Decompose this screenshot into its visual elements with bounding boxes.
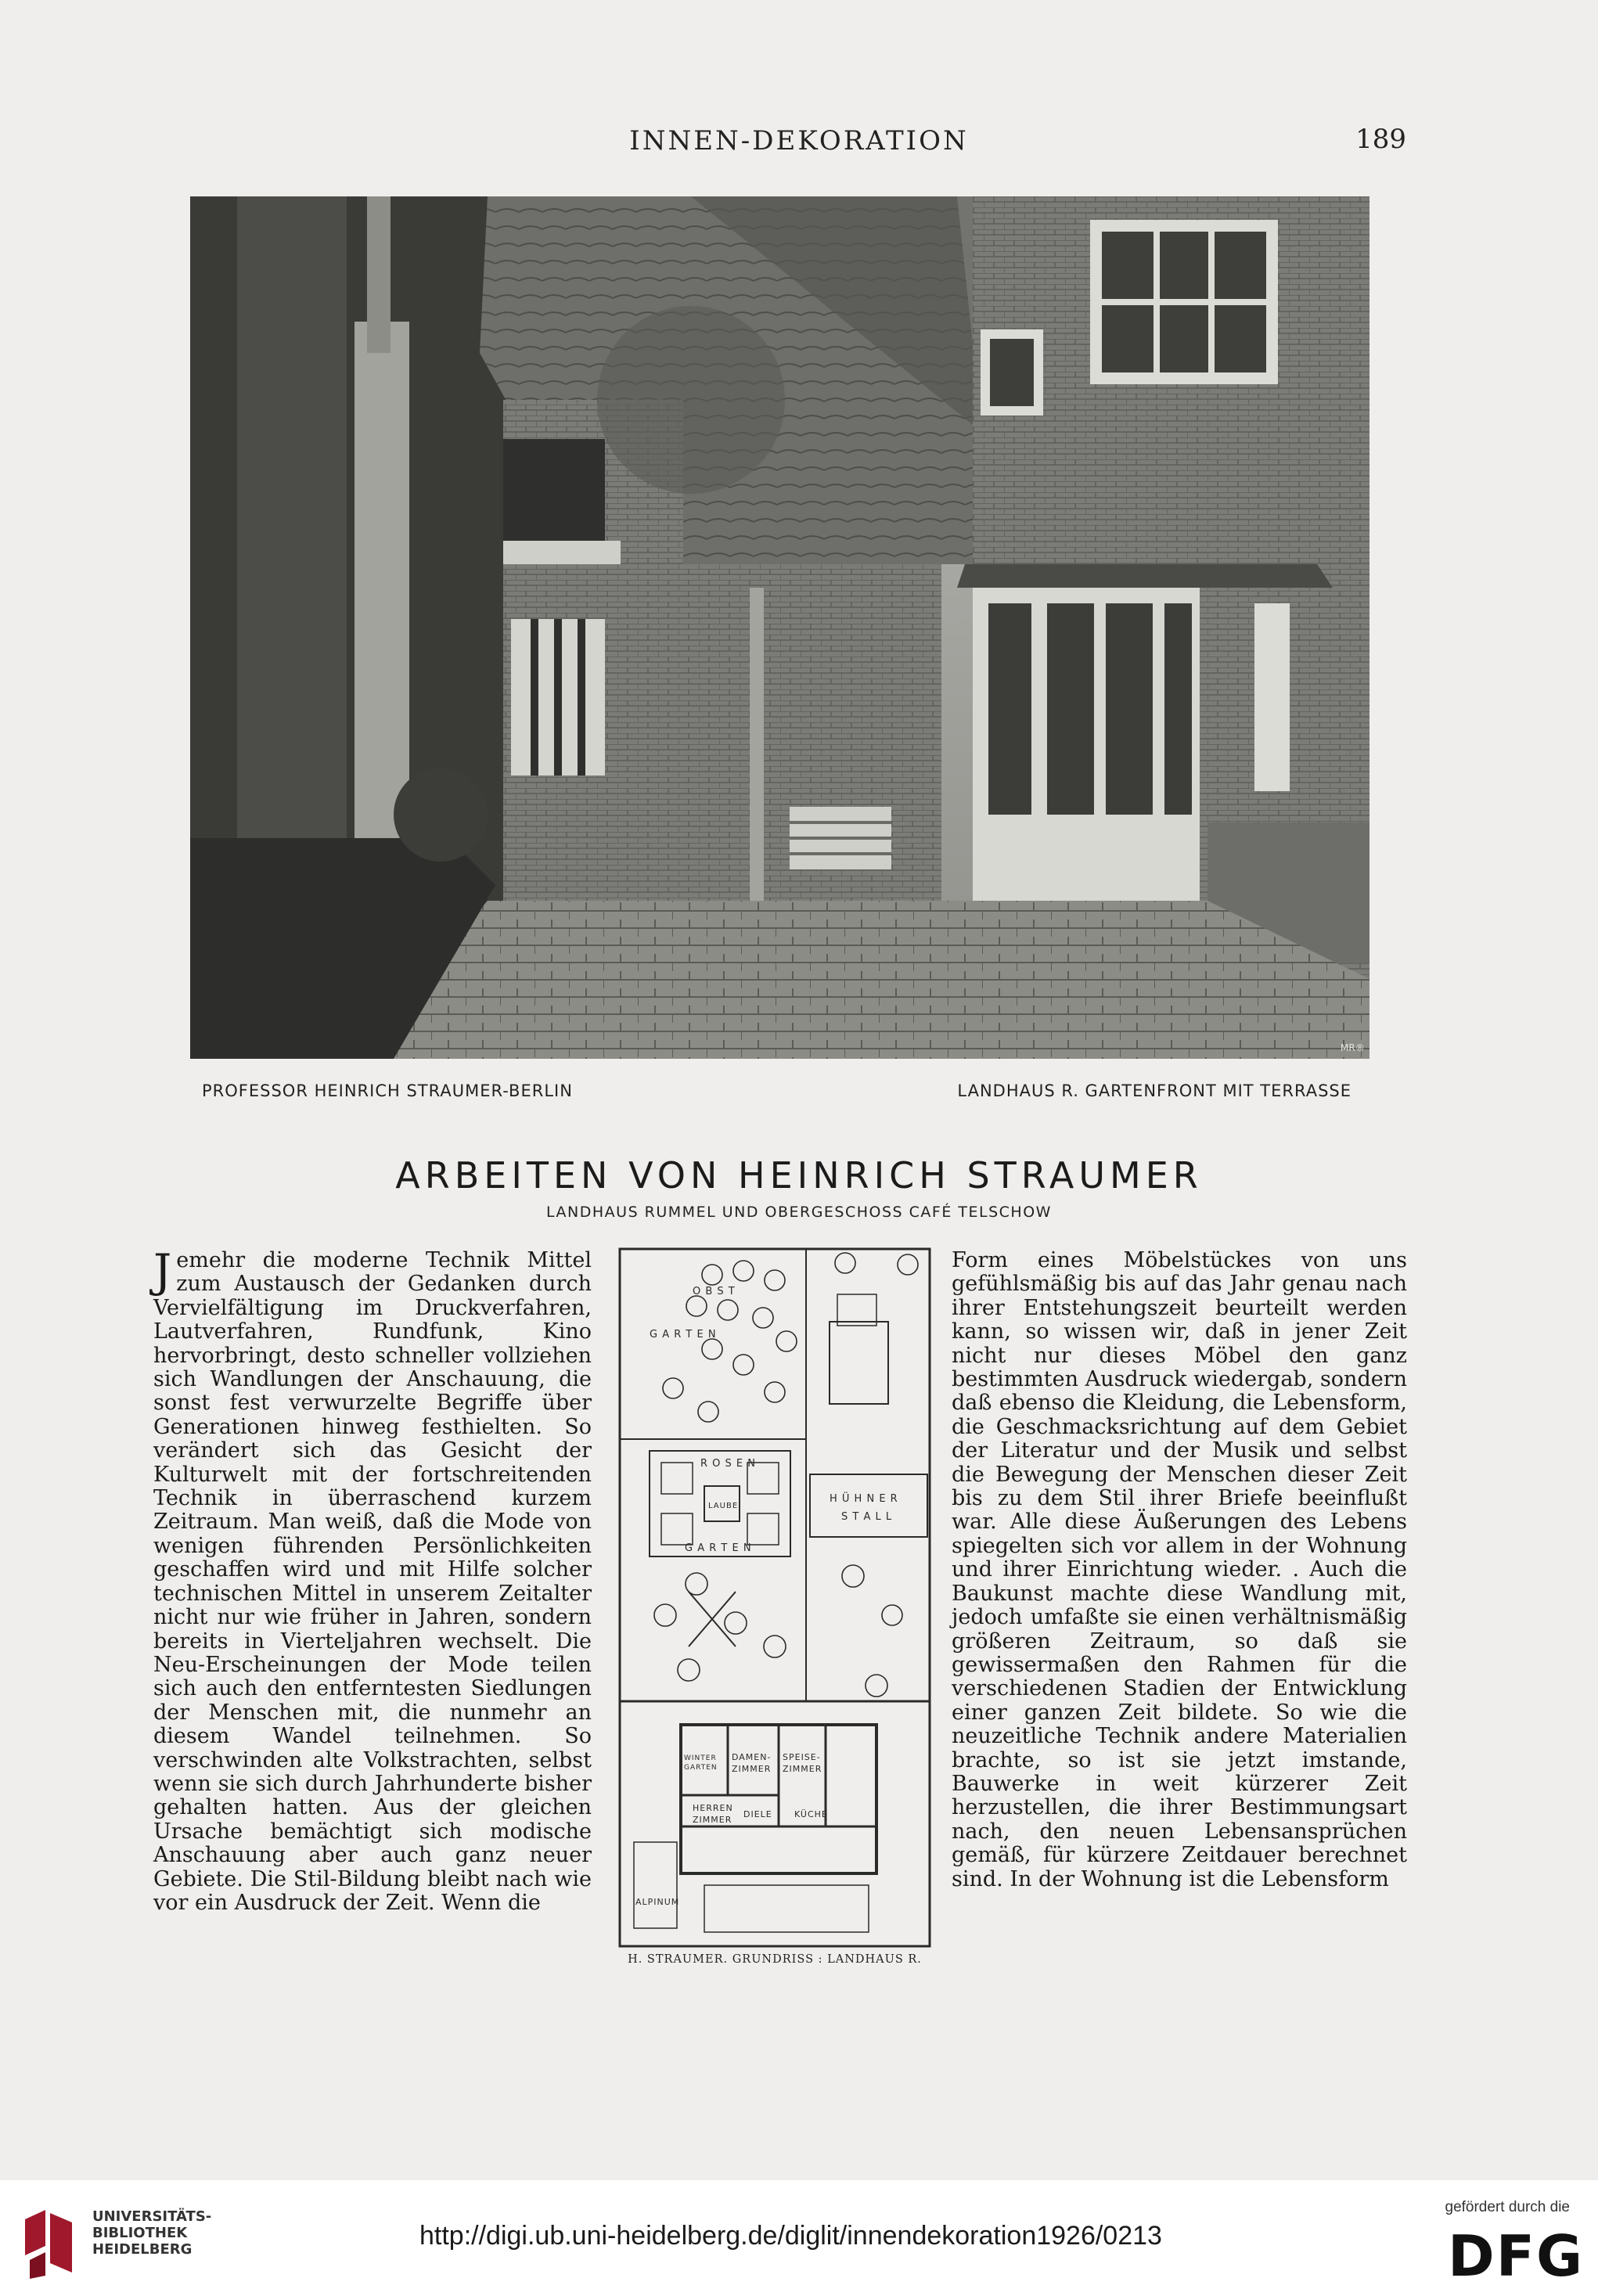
article-subtitle: LANDHAUS RUMMEL UND OBERGESCHOSS CAFÉ TELSCHOW <box>546 1204 1052 1221</box>
floor-plan <box>618 1247 931 1948</box>
library-line-1: UNIVERSITÄTS- <box>92 2208 212 2225</box>
article-column-right: Form eines Möbelstückes von uns gefühlsmäßig bis auf das Jahr genau nach ihrer Entstehungszeit beurteilt werden kann, so wissen wir, daß in jener Zeit nicht nur dieses Möbel den ganz bestimmten Ausdruck wiedergab, sondern daß ebenso die Kleidung, die Lebensform, die Geschmacksrichtung auf dem Gebiet der Literatur und der Musik und selbst die Bewegung der Menschen dieser Zeit bis zu dem Stil ihrer Briefe beeinflußt war. Alle diese Äußerungen des Lebens spiegelten sich vor allem in der Wohnung und ihrer Einrichtung wieder. . Auch die Baukunst machte diese Wandlung mit, jedoch umfaßte sie einen verhältnismäßig größeren Zeitraum, so daß sie gewissermaßen den Rahmen für die verschiedenen Stadien der Entwicklung einer ganzen Zeit bildete. So wie die neuzeitliche Technik andere Materialien brachte, so ist sie jetzt imstande, Bauwerke in weit kürzerer Zeit herzustellen, die ihrer Bestimmungsart nach, den neuen Lebensansprüchen gemäß, für kürzere Zeitdauer berechnet sind. In der Wohnung ist die Lebensform <box>952 1248 1407 1891</box>
running-title: INNEN-DEKORATION <box>629 125 969 157</box>
plan-label-damen-2: ZIMMER <box>732 1764 772 1774</box>
plan-label-stall: S T A L L <box>841 1511 893 1523</box>
university-library-logo[interactable] <box>17 2205 83 2283</box>
plan-label-rosen: R O S E N <box>700 1458 756 1470</box>
page-number: 189 <box>1355 124 1406 155</box>
library-line-2: BIBLIOTHEK <box>92 2225 188 2241</box>
plan-label-garten-1: G A R T E N <box>650 1329 717 1341</box>
sponsor-note: gefördert durch die <box>1445 2199 1570 2215</box>
article-column-left <box>153 1244 592 1915</box>
plan-label-speise-1: SPEISE- <box>783 1752 821 1762</box>
plan-label-laube: LAUBE <box>708 1502 739 1510</box>
ub-heidelberg-icon <box>17 2205 83 2280</box>
photo-caption-right: LANDHAUS R. GARTENFRONT MIT TERRASSE <box>957 1081 1351 1100</box>
library-line-3: HEIDELBERG <box>92 2241 193 2258</box>
plan-label-alpinum: ALPINUM <box>635 1897 680 1907</box>
plan-label-huehner: H Ü H N E R <box>830 1493 898 1505</box>
plan-label-speise-2: ZIMMER <box>783 1764 822 1774</box>
plan-label-obst: O B S T <box>693 1286 736 1297</box>
dfg-logo-icon <box>1445 2221 1585 2289</box>
plan-label-garten-2: G A R T E N <box>685 1542 752 1554</box>
article-title: ARBEITEN VON HEINRICH STRAUMER <box>395 1154 1203 1197</box>
house-photograph <box>190 196 1369 1059</box>
plan-label-kueche: KÜCHE <box>794 1809 828 1819</box>
plan-label-damen-1: DAMEN- <box>732 1752 772 1762</box>
plan-label-herren-1: HERREN <box>693 1803 733 1813</box>
plan-label-herren-2: ZIMMER <box>693 1815 732 1825</box>
photo-mark: MR® <box>1341 1042 1365 1053</box>
photo-caption-left: PROFESSOR HEINRICH STRAUMER-BERLIN <box>202 1081 573 1100</box>
floor-plan-caption: H. STRAUMER. GRUNDRISS : LANDHAUS R. <box>628 1953 922 1966</box>
permalink-url[interactable]: http://digi.ub.uni-heidelberg.de/diglit/innendekoration1926/0213 <box>419 2221 1162 2251</box>
dfg-logo-text: DFG <box>1448 2223 1585 2289</box>
plan-label-diele: DIELE <box>743 1809 772 1819</box>
drop-cap: J <box>153 1244 172 1297</box>
column-left-text: emehr die moderne Technik Mittel zum Austausch der Gedanken durch Vervielfältigung im Druckverfahren, Lautverfahren, Rundfunk, Kino hervorbringt, desto schneller vollziehen sich Wandlungen der Anschauung, die sonst fest verwurzelte Begriffe über Generationen hinweg festhielten. So verändert sich das Gesicht der Kulturwelt mit der fortschreitenden Technik in überraschend kurzem Zeitraum. Man weiß, daß die Mode von wenigen führenden Persönlichkeiten geschaffen wird und mit Hilfe solcher technischen Mittel in unserem Zeitalter nicht nur wie früher in Jahren, sondern bereits in Vierteljahren wechselt. Die Neu-Erscheinungen der Mode teilen sich auch den entferntesten Siedlungen der Menschen mit, die nunmehr an diesem Wandel teilnehmen. So verschwinden alte Volkstrachten, selbst wenn sie sich durch Jahrhunderte bisher gehalten hatten. Aus der gleichen Ursache bemächtigt sich modische Anschauung aber auch ganz neuer Gebiete. Die Stil-Bildung bleibt nach wie vor ein Ausdruck der Zeit. Wenn die <box>153 1248 592 1915</box>
plan-label-winter-1: WINTER <box>684 1754 717 1762</box>
plan-label-winter-2: GARTEN <box>684 1764 718 1772</box>
university-library-name <box>92 2208 211 2258</box>
dfg-logo[interactable] <box>1445 2221 1585 2289</box>
